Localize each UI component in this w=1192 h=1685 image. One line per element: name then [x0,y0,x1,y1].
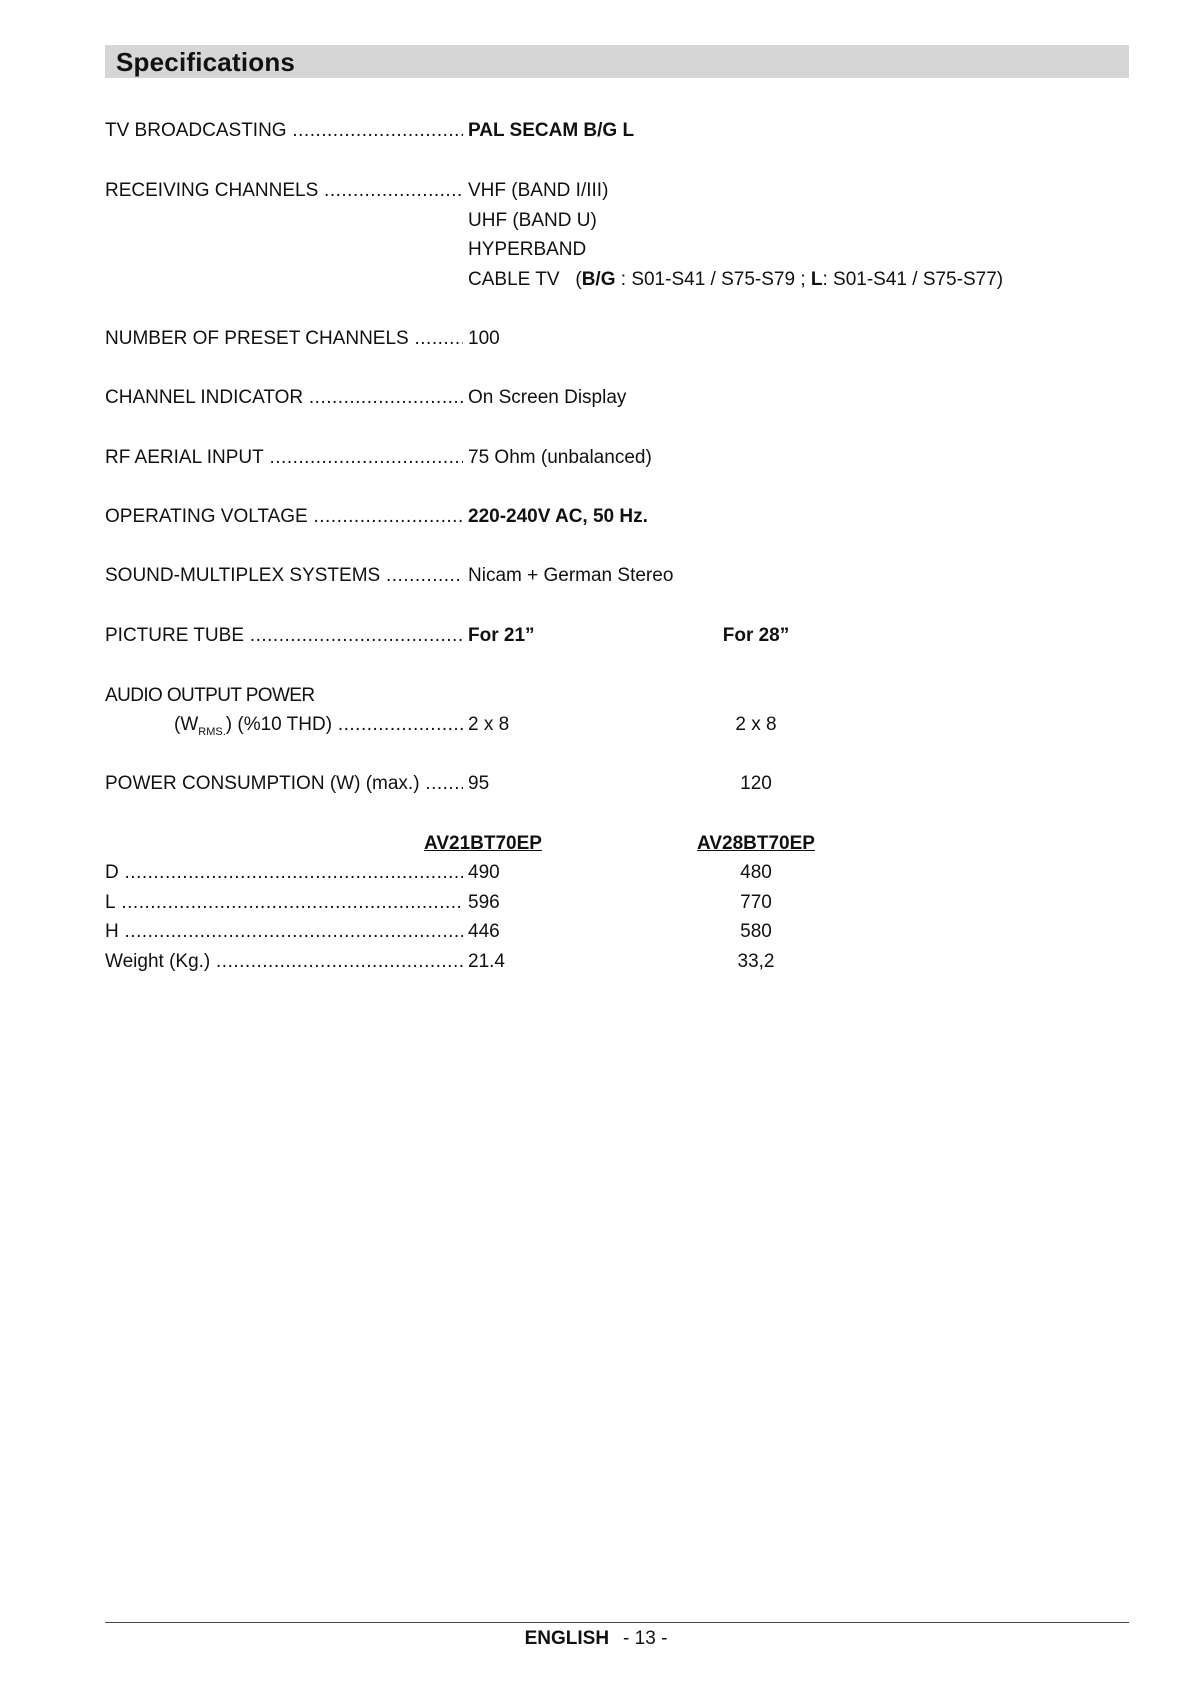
spec-row-rf-input [0,445,1192,471]
spec-row-audio-output [0,712,1192,738]
footer-language: ENGLISH [524,1628,610,1649]
cable-prefix: CABLE TV [468,269,560,290]
spec-value-28: 120 [740,773,772,794]
dimension-value-28: 770 [740,892,772,913]
spec-value: PAL SECAM B/G L [468,120,635,141]
spec-value: UHF (BAND U) [468,210,597,231]
footer-divider [105,1622,1129,1623]
sub-label-post: ) (%10 THD) [225,714,333,735]
spec-value: VHF (BAND I/III) [468,180,609,201]
spec-row-preset-channels [0,326,1192,352]
page-number: - 13 - [623,1628,668,1649]
dimension-row-h [0,919,1192,945]
spec-value: 100 [468,328,500,349]
spec-value: 75 Ohm (unbalanced) [468,447,652,468]
dimension-label: D ..... [105,860,463,886]
cable-bg-range: : S01-S41 / S75-S79 ; [615,269,811,290]
dimension-value-21: 490 [468,862,500,883]
spec-row-operating-voltage [0,504,1192,530]
spec-label: AUDIO OUTPUT POWER [105,685,315,706]
spec-row-receiving-channels [0,178,1192,204]
spec-value-21: 2 x 8 [468,714,510,735]
dimension-value-21: 596 [468,892,500,913]
spec-row-channel-indicator [0,385,1192,411]
spec-label: SOUND-MULTIPLEX SYSTEMS ..... [105,563,463,589]
dimension-row-l [0,890,1192,916]
model-header-28: AV28BT70EP [697,833,815,854]
dimension-label: H ..... [105,919,463,945]
spec-label: OPERATING VOLTAGE ..... [105,504,463,530]
spec-row-receiving-channels-cable [0,267,1192,293]
dimension-label: L ..... [105,890,463,916]
dimension-value-28: 33,2 [737,951,775,972]
spec-row-picture-tube [0,623,1192,649]
spec-value-28: For 28” [722,625,790,646]
spec-label: RF AERIAL INPUT ..... [105,445,463,471]
dimension-row-weight [0,949,1192,975]
spec-row-receiving-channels-uhf [0,208,1192,234]
spec-value: 220-240V AC, 50 Hz. [468,506,648,527]
spec-label: RECEIVING CHANNELS ..... [105,178,463,204]
spec-value-28: 2 x 8 [735,714,777,735]
cable-bg-label: B/G [581,269,616,290]
dimensions-header-row [0,831,1192,857]
spec-label: PICTURE TUBE ..... [105,623,463,649]
section-title-bar [105,45,1129,78]
dimension-value-21: 21.4 [468,951,505,972]
spec-value-cable: CABLE TV (B/G : S01-S41 / S75-S79 ; L: S01-S41 / S75-S77) [468,269,1004,290]
spec-label: TV BROADCASTING ..... [105,118,463,144]
spec-row-receiving-channels-hyperband [0,237,1192,263]
spec-value: HYPERBAND [468,239,587,260]
model-header-21: AV21BT70EP [424,833,542,854]
cable-l-range: : S01-S41 / S75-S77) [822,269,1004,290]
spec-sub-label [174,712,463,745]
spec-label: NUMBER OF PRESET CHANNELS ..... [105,326,463,352]
spec-value-21: 95 [468,773,490,794]
spec-value: Nicam + German Stereo [468,565,674,586]
spec-row-tv-broadcasting [0,118,1192,144]
dimension-label: Weight (Kg.) ..... [105,949,463,975]
cable-l-label: L [810,269,823,290]
spec-row-sound-multiplex [0,563,1192,589]
spec-label: POWER CONSUMPTION (W) (max.) ..... [105,771,463,797]
sub-label-rms: RMS. [198,726,226,738]
page-title: Specifications [116,47,296,77]
dimension-value-28: 480 [740,862,772,883]
dimension-row-d [0,860,1192,886]
dimension-value-28: 580 [740,921,772,942]
sub-label-pre: (W [174,714,199,735]
spec-row-power-consumption [0,771,1192,797]
spec-row-audio-output-heading [0,683,1192,709]
spec-value: On Screen Display [468,387,627,408]
page-footer [0,1628,1192,1650]
dimension-value-21: 446 [468,921,500,942]
spec-value-21: For 21” [468,625,535,646]
spec-label: CHANNEL INDICATOR ..... [105,385,463,411]
